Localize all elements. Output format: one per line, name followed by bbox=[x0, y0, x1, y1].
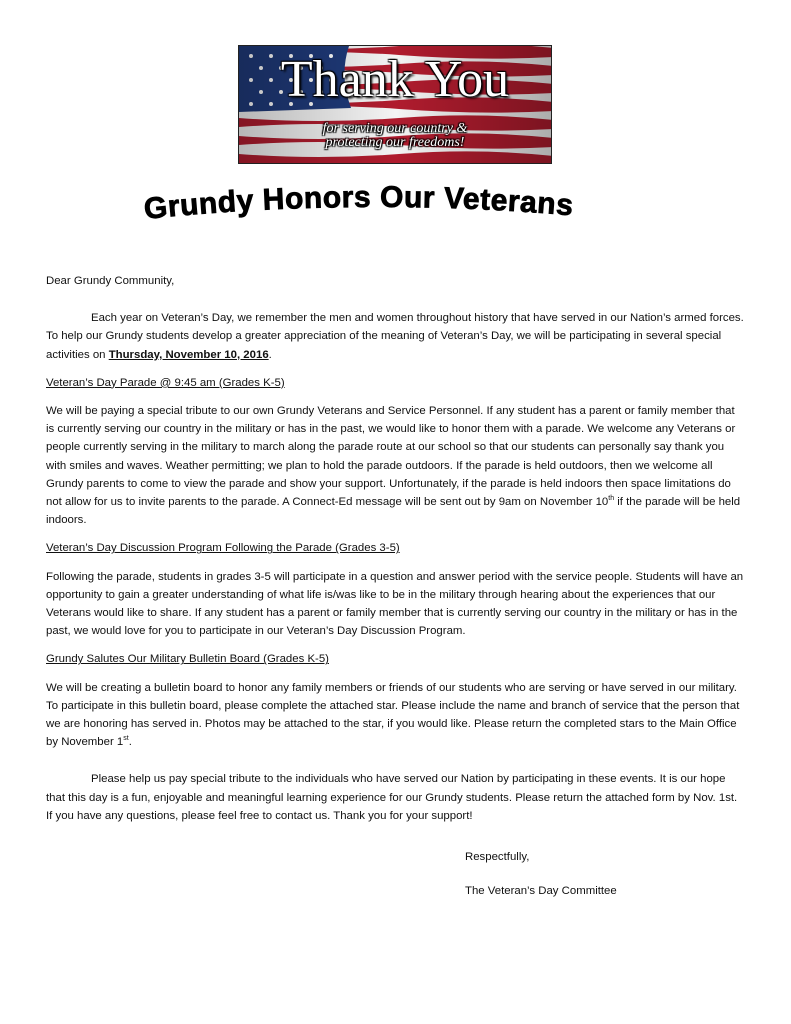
closing-paragraph: Please help us pay special tribute to the individuals who have served our Nation by participating in these events. It is our hope that this day is a fun, enjoyable and meaningful learning experience for our Grundy students. Please return the attached form by Nov. 1st. If you have any questions, please feel free to contact us. Thank you for your support! bbox=[46, 773, 738, 822]
section-body-parade bbox=[46, 402, 746, 529]
signature: The Veteran’s Day Committee bbox=[465, 885, 617, 898]
section-body-discussion: Following the parade, students in grades 3-5 will participate in a question and answer period with the service people. Students will have an opportunity to gain a greater understanding of what life is/was like to be in the military through hearing about the experiences that our Veterans would like to share. If any student has a parent or family member that is currently serving our country in the military or has in the past, we would love for you to participate in our Veteran’s Day Discussion Program. bbox=[46, 570, 744, 638]
banner-title: Thank You bbox=[280, 51, 510, 108]
salutation: Dear Grundy Community, bbox=[46, 275, 175, 287]
svg-text:Grundy Honors Our Veterans bbox=[142, 181, 574, 226]
bulletin-sup: st bbox=[123, 735, 129, 743]
thank-you-banner bbox=[238, 45, 552, 164]
intro-end: . bbox=[268, 348, 272, 361]
section-body-bulletin bbox=[46, 679, 746, 752]
parade-sup: th bbox=[608, 495, 615, 503]
section-title-discussion: Veteran’s Day Discussion Program Following the Parade (Grades 3-5) bbox=[46, 542, 400, 555]
section-title-bulletin: Grundy Salutes Our Military Bulletin Board (Grades K-5) bbox=[46, 653, 329, 666]
section-title-parade: Veteran’s Day Parade @ 9:45 am (Grades K-5) bbox=[46, 376, 285, 389]
banner-subtitle-line2: protecting our freedoms! bbox=[325, 135, 465, 150]
parade-text-end: if the parade will be held indoors. bbox=[46, 496, 741, 527]
letter-body bbox=[46, 272, 746, 825]
page-heading bbox=[140, 180, 650, 237]
bulletin-text-end: . bbox=[128, 736, 132, 749]
signoff-block bbox=[465, 848, 617, 900]
intro-paragraph bbox=[46, 309, 746, 364]
parade-text: We will be paying a special tribute to our own Grundy Veterans and Service Personnel. If any student has a parent or family member that is currently serving our country in the military or has in the past, we would like to honor them with a parade. We welcome any Veterans or people currently serving in the military to march along the parade route at our school so that our students can personally say thank you with smiles and waves. Weather permitting; we plan to hold the parade outdoors. If the parade is held outdoors, then we welcome all Grundy parents to come to view the parade and show your support. Unfortunately, if the parade is held indoors then space limitations do not allow for us to invite parents to the parade. A Connect-Ed message will be sent out by 9am on November 10 bbox=[46, 405, 736, 509]
page-heading-text: Grundy Honors Our Veterans bbox=[142, 180, 575, 226]
banner-subtitle-line1: for serving our country & bbox=[322, 121, 468, 136]
event-date: Thursday, November 10, 2016 bbox=[108, 348, 269, 361]
signoff: Respectfully, bbox=[465, 851, 530, 863]
intro-text: Each year on Veteran’s Day, we remember the men and women throughout history that have served in our Nation’s armed forces. To help our Grundy students develop a greater appreciation of the meaning of Veteran’s Day, we will be participating in several special activities on bbox=[46, 312, 744, 361]
bulletin-text: We will be creating a bulletin board to honor any family members or friends of our students who are serving or have served in our military. To participate in this bulletin board, please complete the attached star. Please include the name and branch of service that the person that we are honoring has served in. Photos may be attached to the star, if you would like. Please return the completed stars to the Main Office by November 1 bbox=[46, 681, 740, 749]
